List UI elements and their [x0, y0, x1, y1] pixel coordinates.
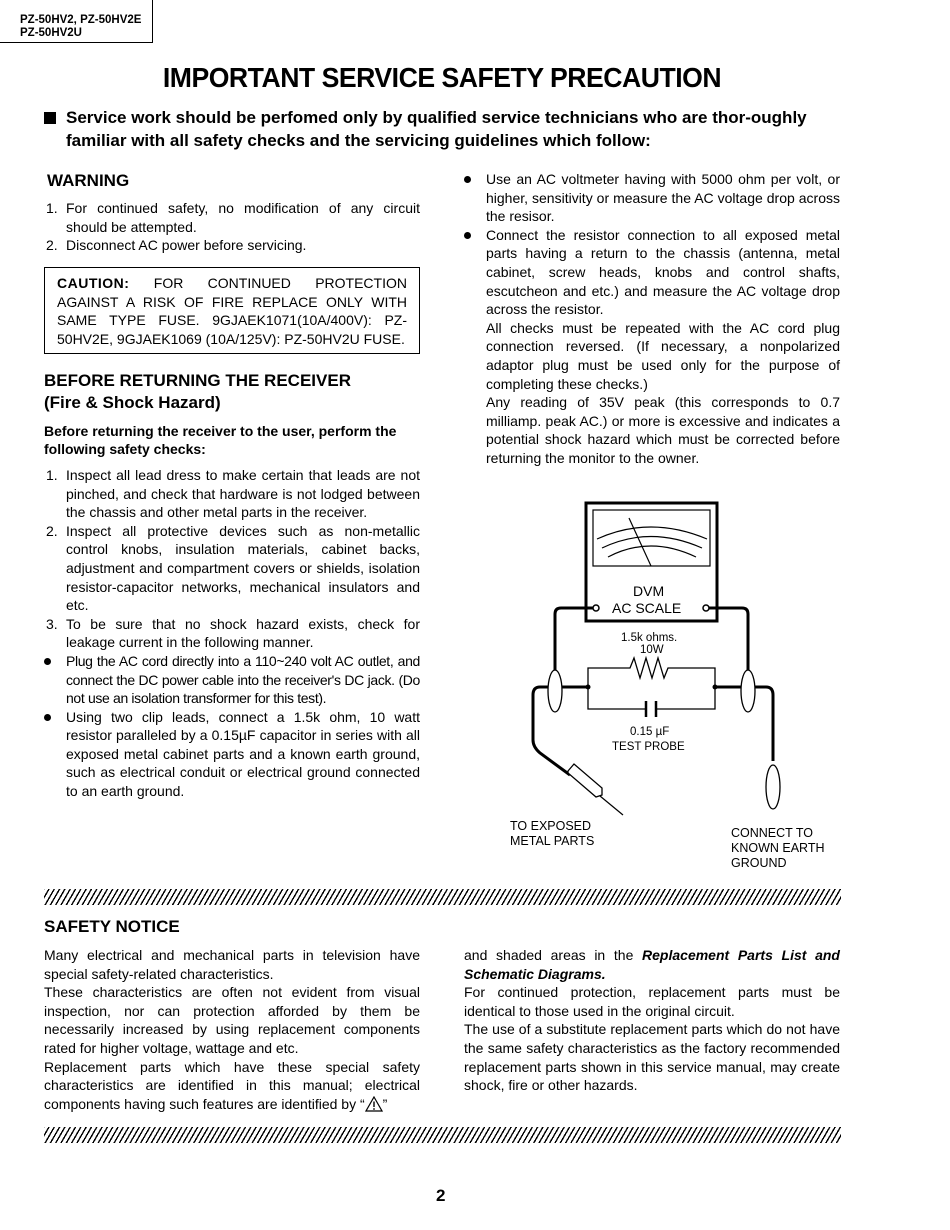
safety-check-item: 3. To be sure that no shock hazard exists, check for leakage current in the following manner. — [46, 615, 420, 651]
model-number-line2: PZ-50HV2U — [20, 27, 82, 39]
safety-notice-paragraph: Many electrical and mechanical parts in television have special safety-related characteristics. — [44, 947, 420, 982]
warning-item: 1. For continued safety, no modification of any circuit should be attempted. — [46, 200, 420, 235]
exposed-metal-label: TO EXPOSED METAL PARTS — [510, 819, 595, 848]
caution-box — [44, 267, 420, 354]
safety-notice-paragraph: Replacement parts which have these special safety characteristics are identified in this manual; electrical components having such features are identified by “ ” — [44, 1058, 420, 1112]
safety-notice-paragraph: The use of a substitute replacement parts which do not have the same safety characteristics as the factory recommended replacement parts shown in this service manual, may create shock, fire or other hazards. — [464, 1021, 840, 1094]
caution-text: FOR CONTINUED PROTECTION AGAINST A RISK OF FIRE REPLACE ONLY WITH SAME TYPE FUSE. 9GJAEK1071(10A/400V): PZ-50HV2E, 9GJAEK1069 (10A/125V): PZ-50HV2U FUSE. — [57, 274, 407, 348]
shock-hazard-paragraph: Any reading of 35V peak (this corresponds to 0.7 milliamp. peak AC.) or more is excessive and indicates a potential shock hazard which must be corrected before returning the monitor to the owner. — [486, 394, 840, 466]
resistor-wattage-label: 10W — [640, 644, 664, 656]
page-number: 2 — [436, 1186, 446, 1205]
warning-triangle-icon — [365, 1096, 383, 1112]
safety-check-bullet: Plug the AC cord directly into a 110~240 volt AC outlet, and connect the DC power cable into the receiver's DC jack. (Do not use an isolation transformer for this test). — [44, 652, 420, 708]
intro-text: Service work should be perfomed only by qualified service technicians who are thor-oughly familiar with all safety checks and the servicing guidelines which follow: — [66, 108, 807, 150]
safety-notice-paragraph: These characteristics are often not evident from visual inspection, nor can protection afforded by them be necessarily increased by using replacement components rated for higher voltage, wattage and etc. — [44, 984, 420, 1056]
safety-notice-right — [464, 946, 840, 1095]
safety-notice-paragraph: For continued protection, replacement parts must be identical to those used in the original circuit. — [464, 984, 840, 1019]
safety-check-list — [44, 466, 420, 801]
safety-check-item: 1. Inspect all lead dress to make certain that leads are not pinched, and check that hardware is not lodged between the chassis and other metal parts in the receiver. — [46, 466, 420, 521]
safety-check-bullet: Using two clip leads, connect a 1.5k ohm, 10 watt resistor paralleled by a 0.15µF capacitor in series with all exposed metal cabinet parts and a known earth ground, such as electrical conduit or electrical ground connected to an earth ground. — [44, 708, 420, 801]
test-probe-label: TEST PROBE — [612, 741, 685, 753]
warning-list — [44, 199, 420, 255]
model-number-box — [0, 0, 153, 43]
resistor-label: 1.5k ohms. — [621, 632, 678, 644]
safety-notice-left — [44, 916, 420, 1113]
voltmeter-bullets — [464, 170, 840, 319]
bullet-icon — [464, 232, 471, 239]
voltmeter-bullet: Use an AC voltmeter having with 5000 ohm per volt, or higher, sensitivity or measure the AC voltage drop across the resisor. — [464, 170, 840, 226]
meter-label-ac-scale: AC SCALE — [612, 600, 682, 616]
safety-check-item: 2. Inspect all protective devices such as non-metallic control knobs, insulation materials, cabinet backs, adjustment and compartment covers or shields, isolation resistor-capacitor networks, mechanical insulators and etc. — [46, 522, 420, 614]
square-bullet-icon — [44, 112, 56, 124]
model-number-line1: PZ-50HV2, PZ-50HV2E — [20, 14, 142, 26]
warning-item: 2. Disconnect AC power before servicing. — [46, 237, 307, 254]
bullet-icon — [464, 176, 471, 183]
hatched-divider — [44, 889, 841, 905]
caution-label: CAUTION: — [57, 274, 130, 291]
safety-notice-heading: SAFETY NOTICE — [44, 917, 180, 936]
parts-list-reference: Replacement Parts List and Schematic Diagrams. — [464, 947, 840, 982]
leakage-test-diagram — [500, 495, 840, 875]
capacitor-label: 0.15 µF — [630, 726, 670, 738]
before-returning-subheading: Before returning the receiver to the user, perform the following safety checks: — [44, 422, 397, 457]
reverse-plug-paragraph: All checks must be repeated with the AC cord plug connection reversed. (If necessary, a nonpolarized adaptor plug must be used only for the purpose of completing these checks.) — [486, 319, 840, 392]
voltmeter-bullet: Connect the resistor connection to all exposed metal parts having a return to the chassis (antenna, metal cabinet, screw heads, knobs and control shafts, escutcheon and etc.) and measure the AC voltage drop across the resistor. — [464, 226, 840, 319]
right-column — [464, 170, 840, 468]
bullet-icon — [44, 658, 51, 665]
hatched-divider — [44, 1127, 841, 1143]
before-returning-heading: BEFORE RETURNING THE RECEIVER (Fire & Shock Hazard) — [44, 370, 351, 412]
warning-heading: WARNING — [47, 171, 130, 190]
intro-statement — [44, 106, 844, 152]
left-column — [44, 170, 420, 801]
meter-label-dvm: DVM — [633, 583, 665, 599]
safety-notice-paragraph: and shaded areas in the Replacement Parts List and Schematic Diagrams. — [464, 947, 840, 982]
bullet-icon — [44, 714, 51, 721]
earth-ground-label: CONNECT TO KNOWN EARTH GROUND — [731, 826, 825, 870]
leakage-circuit-illustration — [500, 495, 840, 875]
page-title: IMPORTANT SERVICE SAFETY PRECAUTION — [162, 62, 722, 93]
